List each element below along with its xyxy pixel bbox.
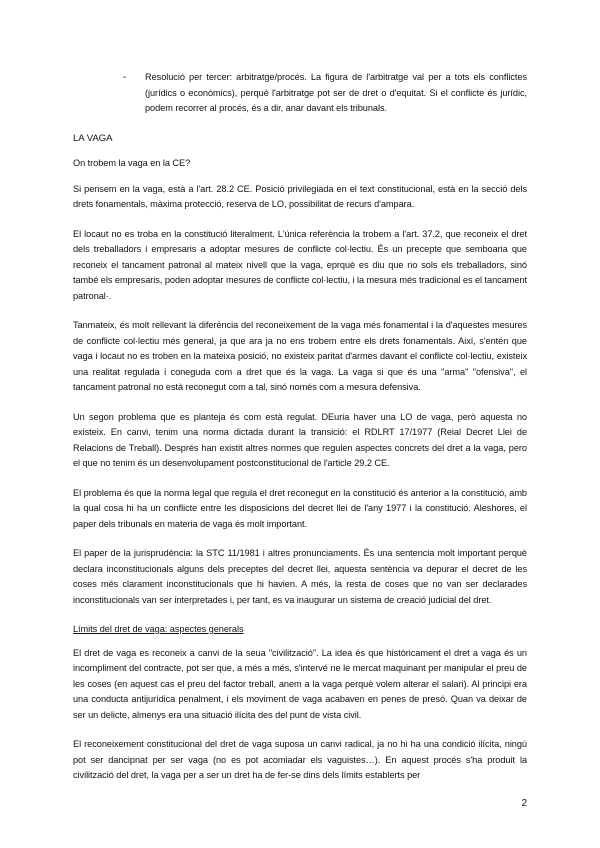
paragraph: Un segon problema que es planteja és com està regulat. DEuria haver una LO de vaga, però aquesta no existeix. En canvi, tenim una norma dictada durant la transició: el RDLRT 17/1977 (Reial Decret Llei de Relacions de Treball). Després han existit altres normes que regulen aspectes concrets del dret a la vaga, pero el que no tenim és un desenvolupament postconstitucional de l'article 29.2 CE.	[73, 411, 527, 468]
question-line: On trobem la vaga en la CE?	[73, 158, 191, 168]
paragraph: El problema és que la norma legal que regula el dret reconegut en la constitució és anterior a la constitució, amb la qual cosa hi ha un conflicte entre les disposicions del decret llei de l'any 1977 i la constitució. Aleshores, el paper dels tribunals en materia de vaga és molt important.	[73, 487, 527, 529]
paragraph: El reconeixement constitucional del dret de vaga suposa un canvi radical, ja no hi ha una condició ilícita, ningú pot ser dancipnat per ser vaga (no es pot acomiadar els vaguistes…). En aquest procés s'ha produit la civilització del dret, la vaga per a ser un dret ha de fer-se dins dels límits establerts per	[73, 739, 527, 780]
paragraph: El locaut no es troba en la constitució literalment. L'única referència la trobem a l'art. 37.2, que reconeix el dret dels treballadors i empresaris a adoptar mesures de conflicte col·lectiu. És un precepte que semboaria que reconeix el tancament patronal al mateix nivell que la vaga, eprquè es diu que no sols els treballadors, sinó també els empresaris, poden adoptar mesures de conflicte col·lectiu, i la mesura més tradicional es el tancament patronal·.	[73, 228, 527, 301]
paragraph: El paper de la jurisprudència: la STC 11/1981 i altres pronunciaments. És una sentencia molt important perquè declara inconstitucionals alguns dels preceptes del decret llei, aquesta sentència va depurar el decret de les coses més clarament inconstitucionals que hi havien. A més, la resta de coses que no van ser declarades inconstitucionals van ser interpretades i, per tant, es va inaugurar un sistema de creació judicial del dret.	[73, 548, 527, 605]
section-title: LA VAGA	[73, 132, 113, 144]
bullet-marker: -	[123, 72, 127, 83]
page-body	[73, 70, 527, 784]
paragraph: El dret de vaga es reconeix a canvi de la seua "civilització". La idea és que històricament el dret a vaga és un incompliment del contracte, pot ser que, a més a més, s'intervé ne le mercat maquinant per manipular el preu de les coses (en aquest cas el preu del factor treball, anem a la vaga perquè volem alterar el salari). Al principi era una conducta antijurídica penalment, i els moviment de vaga acabaven en penes de presó. Quan va deixar de ser un delicte, almenys era una situació ilícita des del punt de vista civil.	[73, 647, 527, 720]
subheading: Límits del dret de vaga: aspectes generals	[73, 624, 244, 634]
paragraph: Tanmateix, és molt rellevant la diferència del reconeixement de la vaga més fonamental i la d'aquestes mesures de conflicte col·lectiu més general, ja que ara ja no ens trobem entre els drets fonamentals. Així, s'entén que vaga i locaut no es troben en la mateixa posició, no existeix paritat d'armes davant el conflicte col·lectiu, existeix una realitat regulada i coneguda com a dret que és la vaga. La vaga si que és una "arma" "ofensiva", el tancament patronal no està reconegut com a tal, sinó només com a mesura defensiva.	[73, 320, 527, 392]
paragraph: Si pensem en la vaga, està a l'art. 28.2 CE. Posició privilegiada en el text constitucional, està en la secció dels drets fonamentals, màxima protecció, reserva de LO, possibilitat de recurs d'ampara.	[73, 183, 527, 209]
bullet-item	[123, 70, 527, 117]
page-number: 2	[521, 798, 527, 809]
bullet-text: Resolució per tercer: arbitratge/procés. La figura de l'arbitratge val per a tots els conflictes (jurídics o econòmics), perquè l'arbitratge pot ser de dret o d'equitat. Si el conflicte és jurídic, podem recorrer al procés, és a dir, anar davant els tribunals.	[145, 72, 527, 113]
